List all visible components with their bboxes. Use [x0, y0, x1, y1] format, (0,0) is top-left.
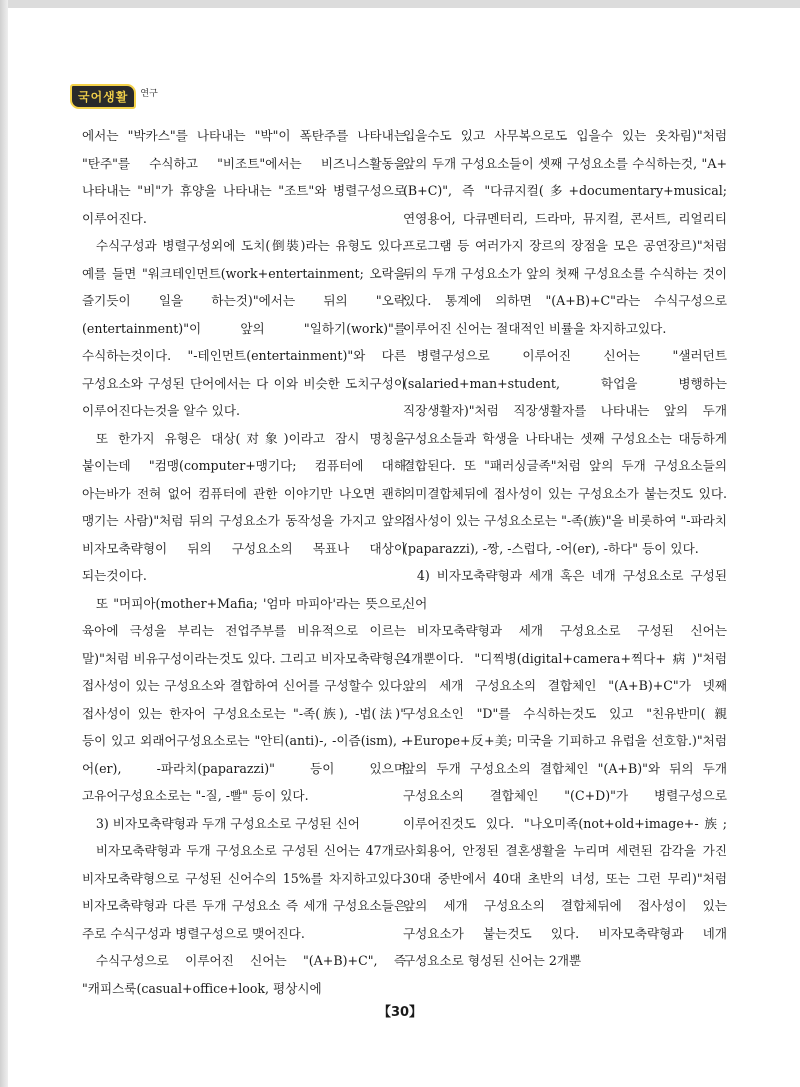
paragraph: 에서는 "박카스"를 나타내는 "박"이 폭탄주를 나타내는 "탄주"를 수식하고 "비조트"에서는 비즈니스활동을 나타내는 "비"가 휴양을 나타내는 "조트"와 병렬구성으로 이루어진다. [82, 128, 406, 226]
paragraph: 또 "머피아(mother+Mafia; '엄마 마피아'라는 뜻으로, 육아에 극성을 부리는 전업주부를 비유적으로 이르는 말)"처럼 비유구성이라는것도 있다. 그리고 비자모축략형은 접사성이 있는 구성요소와 결합하여 신어를 구성할수 있다. 접사성이 있는 한자어 구성요소로는 "-족(族), -법(法)" 등이 있고 외래어구성요소로는 "안티(anti)-, -이즘(ism), -어(er), -파라치(paparazzi)" 등이 있으며 고유어구성요소로는 "-질, -빨" 등이 있다. [82, 595, 406, 803]
paragraph: 입을수도 있고 사무복으로도 입을수 있는 옷차림)"처럼 앞의 두개 구성요소들이 셋째 구성요소를 수식하는것, "A+(B+C)", 즉 "다큐지컬(多+documentary+musical; 연영용어, 다큐멘터리, 드라마, 뮤지컬, 콘서트, 리얼리티 프로그램 등 여러가지 장르의 장점을 모은 공연장르)"처럼 뒤의 두개 구성요소가 앞의 첫째 구성요소를 수식하는 것이 있다. 통계에 의하면 "(A+B)+C"라는 수식구성으로 이루어진 신어는 절대적인 비률을 차지하고있다. [403, 128, 727, 336]
right-column [403, 122, 727, 975]
journal-logo-sub: 연구 [140, 88, 158, 99]
paragraph: 병렬구성으로 이루어진 신어는 "샐러던트(salaried+man+student, 학업을 병행하는 직장생활자)"처럼 직장생활자를 나타내는 앞의 두개 구성요소들과 학생을 나타내는 셋째 구성요소는 대등하게 결합된다. 또 "패러싱글족"처럼 앞의 두개 구성요소들의 의미결합체뒤에 접사성이 있는 구성요소가 붙는것도 있다. 접사성이 있는 구성요소로는 "-족(族)"을 비롯하여 "-파라치(paparazzi), -짱, -스럽다, -어(er), -하다" 등이 있다. [403, 348, 727, 556]
paragraph: 수식구성으로 이루어진 신어는 "(A+B)+C", 즉 "캐피스룩(casual+office+look, 평상시에 [82, 953, 406, 996]
paragraph: 수식구성과 병렬구성외에 도치(倒裝)라는 유형도 있다. 예를 들면 "워크테인먼트(work+entertainment; 오락을 즐기듯이 일을 하는것)"에서는 뒤의 "오락(entertainment)"이 앞의 "일하기(work)"를 수식하는것이다. "-테인먼트(entertainment)"와 다른 구성요소와 구성된 단어에서는 다 이와 비슷한 도치구성이 이루어진다는것을 알수 있다. [82, 238, 406, 418]
journal-header [70, 86, 158, 106]
journal-logo: 국어생활 [70, 84, 136, 109]
page-number: 【30】 [377, 1005, 423, 1020]
paragraph: 비자모축략형과 세개 구성요소로 구성된 신어는 4개뿐이다. "디찍병(digital+camera+찍다+病)"처럼 앞의 세개 구성요소의 결합체인 "(A+B)+C"가 넷째 구성요소인 "D"를 수식하는것도 있고 "친유반미(親+Europe+反+美; 미국을 기피하고 유럽을 선호함.)"처럼 앞의 두개 구성요소의 결합체인 "(A+B)"와 뒤의 두개 구성요소의 결합체인 "(C+D)"가 병렬구성으로 이루어진것도 있다. "나오미족(not+old+image+-族; 사회용어, 안정된 결혼생활을 누리며 세련된 감각을 가진 30대 중반에서 40대 초반의 녀성, 또는 그런 무리)"처럼 앞의 세개 구성요소의 결합체뒤에 접사성이 있는 구성요소가 붙는것도 있다. 비자모축략형과 네개 구성요소로 형성된 신어는 2개뿐 [403, 623, 727, 968]
scan-frame-left [0, 0, 8, 1087]
section-heading: 3) 비자모축략형과 두개 구성요소로 구성된 신어 [95, 815, 360, 831]
left-column [82, 122, 406, 1002]
section-heading: 4) 비자모축략형과 세개 혹은 네개 구성요소로 구성된 신어 [403, 568, 727, 611]
paragraph: 또 한가지 유형은 대상(对象)이라고 잠시 명칭을 붙이는데 "컴맹(computer+맹기다; 컴퓨터에 대해 아는바가 전혀 없어 컴퓨터에 관한 이야기만 나오면 괜히 맹기는 사람)"처럼 뒤의 구성요소가 동작성을 가지고 앞의 비자모축략형이 뒤의 구성요소의 목표나 대상이 되는것이다. [82, 430, 406, 583]
scan-frame-top [0, 0, 800, 8]
paragraph: 비자모축략형과 두개 구성요소로 구성된 신어는 47개로 비자모축략형으로 구성된 신어수의 15%를 차지하고있다. 비자모축략형과 다른 두개 구성요소 즉 세개 구성요소들은 주로 수식구성과 병렬구성으로 맺어진다. [82, 843, 406, 941]
